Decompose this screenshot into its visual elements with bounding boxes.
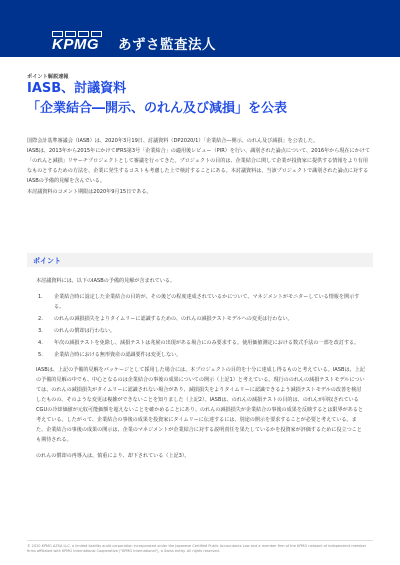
points-section-title: ポイント [33, 257, 61, 265]
points-lead-text: 本討議資料には、以下のIASBの予備的見解が含まれている。 [36, 278, 176, 284]
list-item-number: 2. [38, 315, 43, 322]
points-paragraph: のれんの償却の再導入は、慎重により、却下されている（上記3）。 [36, 452, 190, 459]
intro-paragraph: 本討議資料のコメント期限は2020年9月15日である。 [27, 188, 152, 195]
copyright-footer: © 2020 KPMG AZSA LLC, a limited liability audit corporation incorporated under the Japanese Certified Public Accountants Law and a member firm of the KPMG network of independent member firms affiliated with KPMG International Cooperative ("KPMG International"), a Swiss entity. All rights reserved. [27, 544, 367, 553]
intro-paragraph: IASBは、2013年から2015年にかけてIFRS第3号「企業結合」の適用後レビュー（PIR）を行い、識別された論点について、2016年から現在にかけて「のれんと減損」リサーチプロジェクトとして審議を行ってきた。プロジェクトの目的は、企業結合に関して企業が投資家に提供する情報をより有用なものとするための方法を、企業に発生するコストも考慮した上で検討することにある。本討議資料は、当該プロジェクトで識別された論点に対するIASBの予備的見解を含んでいる。 [27, 148, 370, 185]
points-paragraph: IASBは、上記の予備的見解をパッケージとして採用した場合には、本プロジェクトの目的を十分に達成し得るものと考えている。IASBは、上記の予備的見解の中でも、中心となるのは企業結合の事後の成果についての開示（上記1）と考えている。現行ののれんの減損テストモデルについては、のれんの減損損失がタイムリーに認識されない場合があり、減損損失をよりタイムリーに認識できるよう減損テストモデルの改善を検討したものの、そのような変更は複雑ができないことを知りました（上記2）。IASBは、のれんの減損テストの目的は、のれんが回収されているCGUの冷却価値が元収可能価額を超えないことを確かめることにあり、のれんの減損損失が企業結合の事後の成果を反映するとは限界があると考えている。したがって、企業結合の事後の成果を投資家にタイムリーに伝達するには、別途の開示を要求することが必要と考えている。また、企業結合の事後の成果の開示は、企業のマネジメントが企業結合に対する説明責任を果たしているかを投資家が評価するために役立つことも期待される。 [36, 367, 365, 443]
title-line-1: IASB、討議資料 [27, 81, 127, 96]
list-item-number: 1. [38, 293, 43, 300]
points-section-bar [27, 253, 373, 267]
brand-logo [52, 29, 216, 53]
kpmg-logo-icon [52, 31, 110, 51]
list-item-text: 年次の減損テストを免除し、減損テストは兆候の出現がある場合にのみ要求する。使用価値測定における数式手法の一部を改訂する。 [54, 339, 360, 346]
points-section-body [36, 277, 366, 462]
header-band [0, 0, 400, 57]
list-item [36, 293, 366, 313]
list-item-text: 企業結合時に設定した企業結合の目的が、その後どの程度達成されているかについて、マネジメントがモニターしている情報を開示する。 [54, 293, 360, 310]
list-item-number: 4. [38, 339, 43, 346]
firm-name: あずさ監査法人 [118, 37, 216, 53]
list-item-text: 企業結合時における無形資産の認識要件は変更しない。 [54, 351, 182, 358]
intro-paragraph: 国際会計基準審議会（IASB）は、2020年3月19日、討議資料（DP2020/1）「企業結合―開示、のれん及び減損」を公表した。 [27, 138, 319, 144]
intro-section [27, 137, 372, 198]
list-item-text: のれんの減損損失をよりタイムリーに認識するための、のれんの減損テストモデルへの変更は行わない。 [54, 315, 293, 322]
points-list [36, 293, 366, 361]
list-item [36, 351, 366, 361]
list-item-number: 3. [38, 327, 43, 334]
footer-divider [27, 540, 373, 541]
list-item-number: 5. [38, 351, 43, 358]
list-item [36, 339, 366, 349]
title-line-2: 「企業結合―開示、のれん及び減損」を公表 [27, 100, 288, 116]
document-type-label: ポイント解説速報 [27, 74, 69, 80]
kpmg-logo-text: KPMG [52, 36, 99, 53]
document-title [27, 80, 387, 117]
list-item [36, 327, 366, 337]
list-item [36, 315, 366, 325]
list-item-text: のれんの償却は行わない。 [54, 327, 116, 334]
